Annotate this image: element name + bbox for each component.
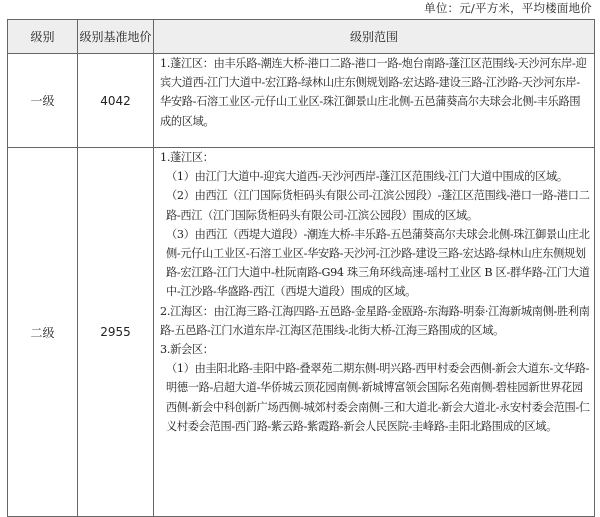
land-price-table (7, 19, 595, 517)
table-row (8, 148, 595, 517)
table-header-row (8, 20, 595, 54)
header-price: 级别基准地价 (78, 20, 154, 54)
range-line: 1.蓬江区：由丰乐路-潮连大桥-港口二路-港口一路-炮台南路-蓬江区范围线-天沙河东岸-迎宾大道西-江门大道中-宏江路-绿林山庄东侧规划路-宏达路-建设三路-江沙路-天沙河东岸-华安路-石溶工业区-元仔山工业区-珠江御景山庄北侧-五邑蒲葵高尔夫球会北侧-丰乐路围成的区域。 (160, 57, 587, 128)
header-range: 级别范围 (154, 20, 595, 54)
price-cell: 2955 (78, 148, 154, 517)
unit-note: 单位：元/平方米，平均楼面地价 (424, 1, 592, 15)
range-line: （3）由西江（西堤大道段）-潮连大桥-丰乐路-五邑蒲葵高尔夫球会北侧-珠江御景山庄北侧-元仔山工业区-石溶工业区-华安路-天沙河-江沙路-建设三路-宏达路-绿林山庄东侧规划路-宏江路-江门大道中-杜阮南路-G94 珠三角环线高速-瑶村工业区 B 区-群华路-江门大道中-江沙路-华盛路-西江（西堤大道段）围成的区域。 (166, 227, 590, 299)
price-cell: 4042 (78, 54, 154, 148)
range-cell (154, 54, 595, 148)
level-cell: 二级 (8, 148, 78, 517)
range-line: 3.新会区： (160, 343, 214, 357)
level-cell: 一级 (8, 54, 78, 148)
range-line: （1）由江门大道中-迎宾大道西-天沙河西岸-蓬江区范围线-江门大道中围成的区域。 (166, 170, 568, 184)
header-level: 级别 (8, 20, 78, 54)
table-row (8, 54, 595, 148)
range-cell (154, 148, 595, 517)
range-line: （1）由圭阳北路-圭阳中路-叠翠苑二期东侧-明兴路-西甲村委会西侧-新会大道东-文华路-明德一路-启超大道-华侨城云顶花园南侧-新城博富领会国际名苑南侧-碧桂园新世界花园西侧-新会中科创新广场西侧-城郊村委会南侧-三和大道北-新会大道北-永安村委会范围-仁义村委会范围-西门路-紫云路-紫霞路-新会人民医院-圭峰路-圭阳北路围成的区域。 (166, 362, 590, 433)
range-line: 2.江海区：由江海三路-江海四路-五邑路-金星路-金瓯路-东海路-明泰·江海新城南侧-胜利南路-五邑路-江门水道东岸-江海区范围线-北街大桥-江海三路围成的区域。 (160, 304, 590, 337)
range-line: （2）由西江（江门国际货柜码头有限公司-江滨公园段）-蓬江区范围线-港口一路-港口二路-西江（江门国际货柜码头有限公司-江滨公园段）围成的区域。 (166, 189, 590, 222)
range-line: 1.蓬江区： (160, 151, 214, 164)
